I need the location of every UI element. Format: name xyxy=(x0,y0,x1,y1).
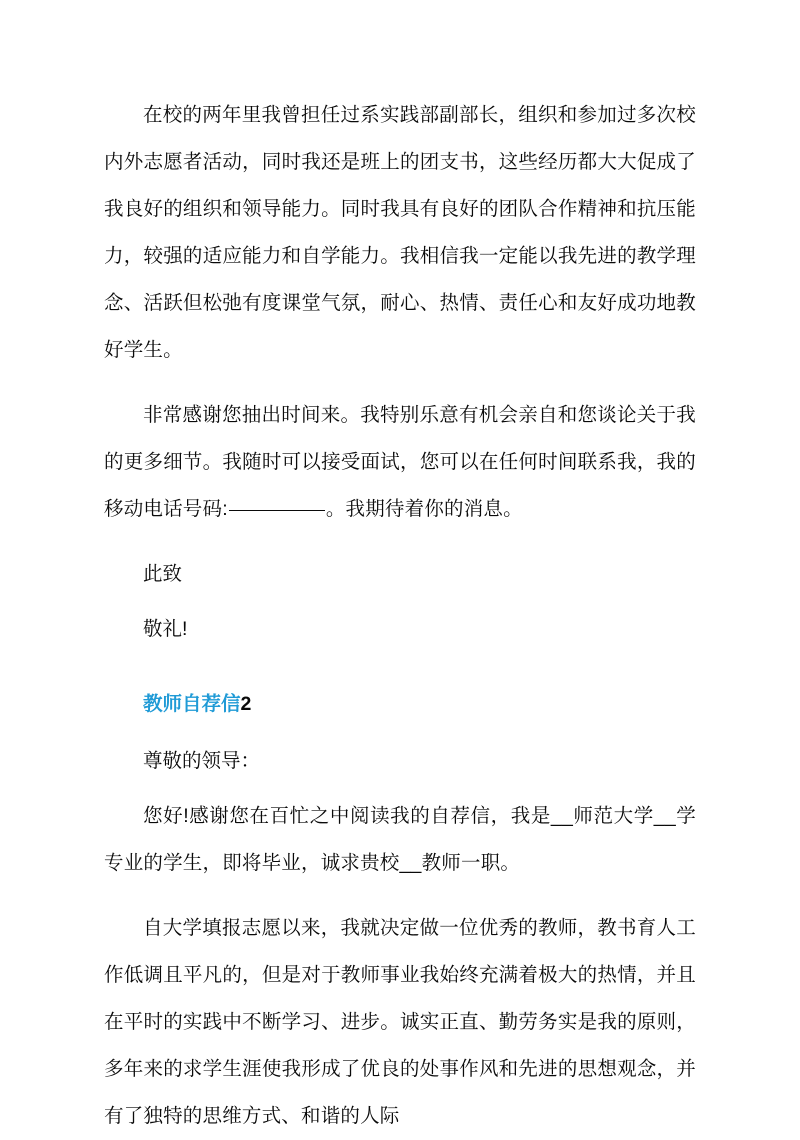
salutation: 尊敬的领导： xyxy=(143,750,261,772)
section-heading-number: 2 xyxy=(240,693,252,715)
paragraph-intro: 您好!感谢您在百忙之中阅读我的自荐信，我是__师范大学__学专业的学生，即将毕业，诚求贵校__教师一职。 xyxy=(104,805,696,874)
paragraph-contact xyxy=(104,392,696,533)
paragraph-contact-part2: 。我期待着你的消息。 xyxy=(325,498,523,520)
paragraph-motivation: 自大学填报志愿以来，我就决定做一位优秀的教师，教书育人工作低调且平凡的，但是对于教师事业我始终充满着极大的热情，并且在平时的实践中不断学习、进步。诚实正直、勤劳务实是我的原则，多年来的求学生涯使我形成了优良的处事作风和先进的思想观念，并有了独特的思维方式、和谐的人际 xyxy=(104,917,696,1127)
closing-cizhi: 此致 xyxy=(143,563,183,585)
phone-number-blank xyxy=(229,510,325,511)
paragraph-experience: 在校的两年里我曾担任过系实践部副部长，组织和参加过多次校内外志愿者活动，同时我还是班上的团支书，这些经历都大大促成了我良好的组织和领导能力。同时我具有良好的团队合作精神和抗压能力，较强的适应能力和自学能力。我相信我一定能以我先进的教学理念、活跃但松弛有度课堂气氛，耐心、热情、责任心和友好成功地教好学生。 xyxy=(104,104,696,361)
section-heading xyxy=(104,681,696,728)
spacer xyxy=(104,661,696,667)
section-heading-title: 教师自荐信 xyxy=(143,693,241,715)
closing-jingli: 敬礼! xyxy=(143,618,188,640)
paragraph-contact-part1: 非常感谢您抽出时间来。我特别乐意有机会亲自和您谈论关于我的更多细节。我随时可以接受面试，您可以在任何时间联系我，我的移动电话号码: xyxy=(104,404,696,520)
